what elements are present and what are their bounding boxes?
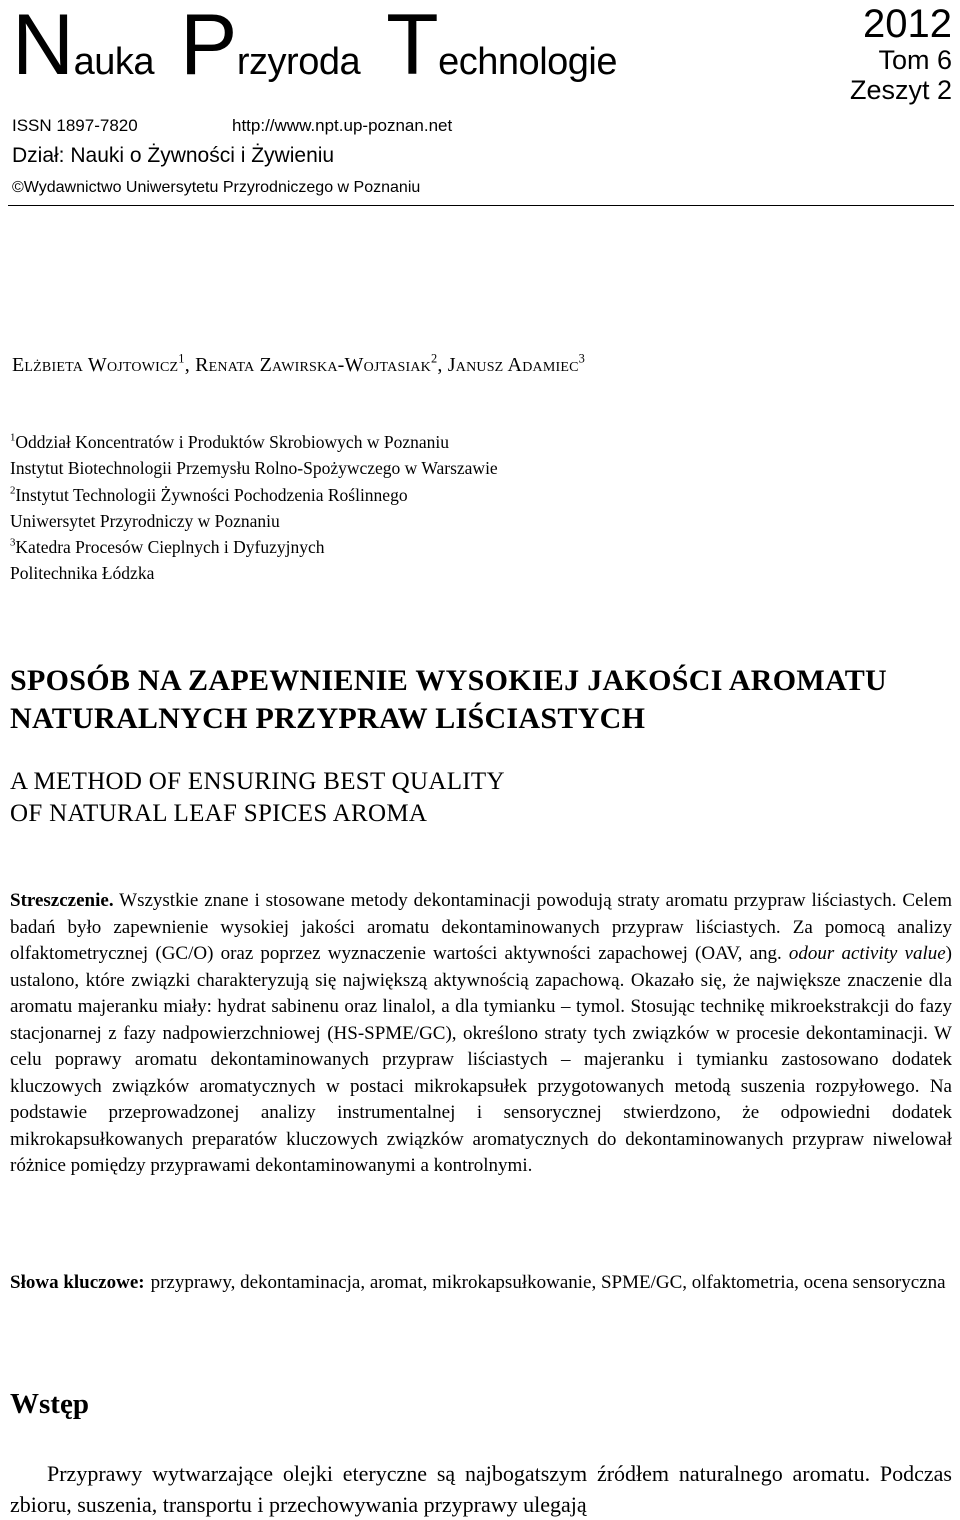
paper-title-polish: SPOSÓB NA ZAPEWNIENIE WYSOKIEJ JAKOŚCI AROMATU NATURALNYCH PRZYPRAW LIŚCIASTYCH bbox=[10, 664, 888, 735]
keywords bbox=[10, 1270, 952, 1297]
abstract-label: Streszczenie. bbox=[10, 890, 114, 911]
abstract: Streszczenie. Wszystkie znane i stosowane metody dekontaminacji powodują straty aromatu przypraw liściastych. Celem badań było zapewnienie wysokiej jakości aromatu dekontaminowanych przypraw liściastych. Za pomocą analizy olfaktometrycznej (GC/O) oraz poprzez wyznaczenie wartości aktywności zapachowej (OAV, ang. odour activity value) ustalono, które związki charakteryzują się największą aktywnością zapachową. Okazało się, że największe znaczenie dla aromatu majeranku miały: hydrat sabinenu oraz linalol, a dla tymianku – tymol. Stosując technikę mikroekstrakcji do fazy stacjonarnej z fazy nadpowierzchniowej (HS-SPME/GC), określono straty tych związków w procesie dekontaminacji. W celu poprawy aromatu dekontaminowanych przypraw liściastych – majeranku i tymianku zastosowano dodatek kluczowych związków aromatycznych w postaci mikrokapsułek przygotowanych metodą suszenia rozpyłowego. Na podstawie przeprowadzonej analizy instrumentalnej i sensorycznej stwierdzono, że odpowiedni dodatek mikrokapsułkowanych preparatów kluczowych związków aromatycznych do dekontaminowanych przypraw niwelował różnice pomiędzy przyprawami dekontaminowanymi a kontrolnymi. bbox=[10, 890, 952, 1176]
issue-volume: Tom 6 bbox=[878, 45, 952, 75]
journal-title bbox=[12, 0, 617, 93]
author: Janusz Adamiec$^3$ bbox=[447, 351, 586, 376]
issn: ISSN 1897-7820 bbox=[12, 116, 138, 135]
section-name: Dział: Nauki o Żywności i Żywieniu bbox=[12, 144, 335, 167]
affiliation-line: Uniwersytet Przyrodniczy w Poznaniu bbox=[10, 510, 280, 531]
affiliation-line: $^3$Katedra Procesów Cieplnych i Dyfuzyjnych bbox=[10, 536, 325, 558]
affiliation-line: $^1$Oddział Koncentratów i Produktów Skrobiowych w Poznaniu bbox=[10, 431, 449, 452]
header-divider bbox=[8, 205, 954, 206]
journal-title-word-1: Nauka bbox=[12, 0, 155, 93]
journal-title-word-2: Przyroda bbox=[180, 0, 361, 93]
keywords-text: przyprawy, dekontaminacja, aromat, mikrokapsułkowanie, SPME/GC, olfaktometria, ocena sensoryczna bbox=[150, 1272, 946, 1293]
author: Renata Zawirska-Wojtasiak$^2$, bbox=[195, 351, 448, 376]
journal-url: http://www.npt.up-poznan.net bbox=[232, 116, 453, 135]
copyright-icon: © bbox=[12, 179, 24, 196]
affiliation-line: Politechnika Łódzka bbox=[10, 563, 155, 584]
author: Elżbieta Wojtowicz$^1$, bbox=[12, 351, 196, 376]
issue-number: Zeszyt 2 bbox=[849, 74, 952, 105]
issue-info bbox=[850, 2, 952, 105]
authors bbox=[12, 351, 586, 377]
section-heading-intro: Wstęp bbox=[10, 1388, 89, 1420]
affiliations bbox=[10, 429, 498, 587]
issue-year: 2012 bbox=[863, 2, 952, 46]
affiliation-line: $^2$Instytut Technologii Żywności Pochodzenia Roślinnego bbox=[10, 484, 408, 505]
paper-title-english: A METHOD OF ENSURING BEST QUALITY OF NATURAL LEAF SPICES AROMA bbox=[10, 768, 505, 827]
copyright: ©Wydawnictwo Uniwersytetu Przyrodniczego w Poznaniu bbox=[12, 179, 421, 196]
affiliation-line: Instytut Biotechnologii Przemysłu Rolno-Spożywczego w Warszawie bbox=[10, 458, 498, 479]
journal-title-word-3: Technologie bbox=[386, 0, 617, 93]
keywords-label: Słowa kluczowe: bbox=[10, 1272, 145, 1293]
intro-paragraph: Przyprawy wytwarzające olejki eteryczne są najbogatszym źródłem naturalnego aromatu. Podczas zbioru, suszenia, transportu i przechowywania przyprawy ulegają bbox=[10, 1461, 952, 1517]
